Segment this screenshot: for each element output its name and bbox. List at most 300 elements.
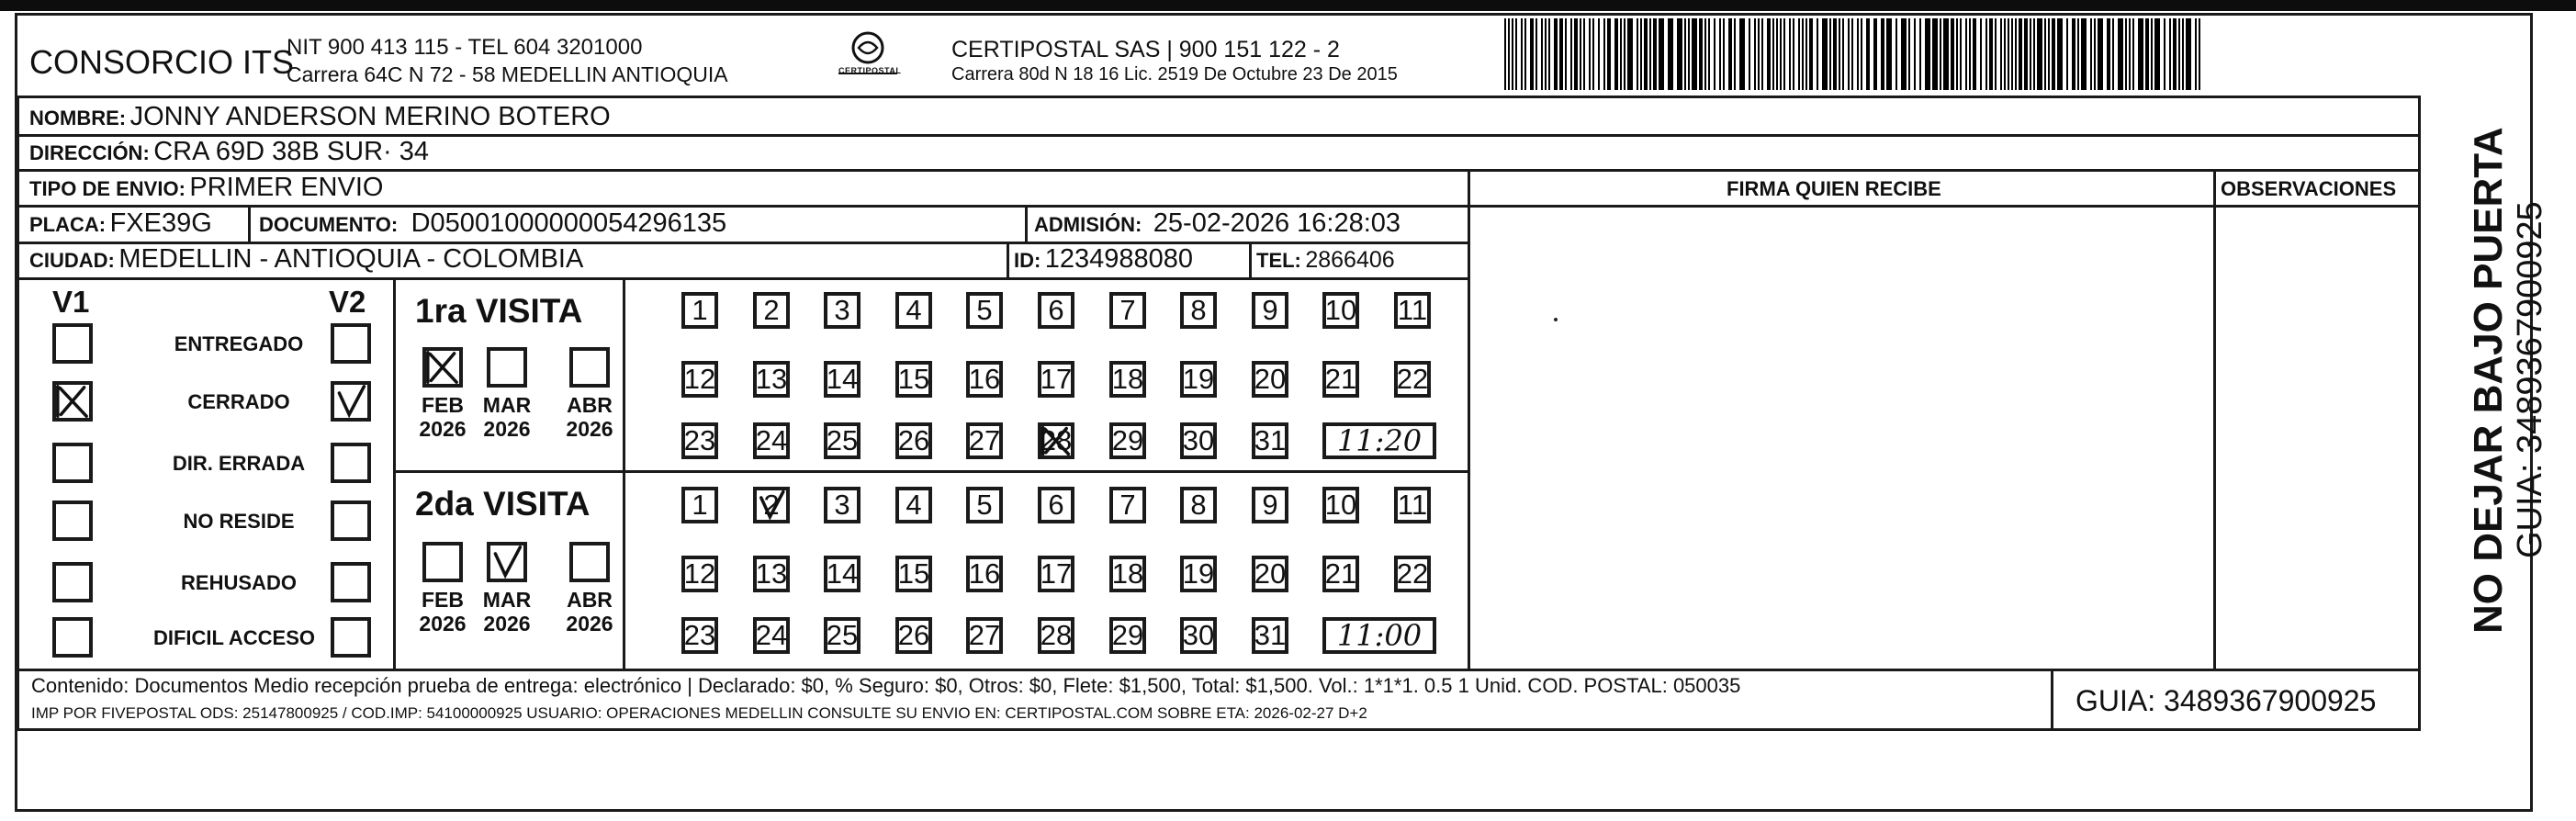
barcode-bar xyxy=(1995,18,1997,90)
id-field xyxy=(1014,246,1193,273)
day-box: 1 xyxy=(681,487,718,523)
year-label: 2026 xyxy=(419,612,467,635)
barcode-bar xyxy=(1545,18,1547,90)
section-divider xyxy=(393,277,396,669)
status-option-label: CERRADO xyxy=(187,390,290,413)
day-box: 12 xyxy=(681,361,718,398)
barcode-bar xyxy=(1524,18,1526,90)
barcode-bar xyxy=(1565,18,1567,90)
day-box: 8 xyxy=(1180,487,1217,523)
barcode-bar xyxy=(1719,18,1721,90)
barcode-bar xyxy=(1817,18,1818,90)
day-box: 14 xyxy=(824,361,861,398)
barcode-bar xyxy=(1866,18,1870,90)
barcode-bar xyxy=(2182,18,2184,90)
day-box: 31 xyxy=(1252,422,1288,459)
v1-label: V1 xyxy=(52,285,90,319)
day-box: 13 xyxy=(753,361,790,398)
barcode-bar xyxy=(1969,18,1971,90)
v2-checkbox xyxy=(331,323,371,364)
day-box: 7 xyxy=(1109,292,1146,329)
footer-line2: IMP POR FIVEPOSTAL ODS: 25147800925 / COD.IMP: 54100000925 USUARIO: OPERACIONES MEDELLIN CONSULTE SU ENVIO EN: CERTIPOSTAL.COM SOBRE ETA: 2026-02-27 D+2 xyxy=(31,704,1367,722)
ciudad-value: MEDELLIN - ANTIOQUIA - COLOMBIA xyxy=(118,244,584,274)
day-box: 16 xyxy=(966,361,1003,398)
barcode-bar xyxy=(1848,18,1850,90)
barcode-bar xyxy=(1901,18,1907,90)
barcode-bar xyxy=(1637,18,1638,90)
barcode-bar xyxy=(1688,18,1690,90)
day-box: 17 xyxy=(1038,361,1074,398)
v2-checkbox xyxy=(331,617,371,658)
barcode-bar xyxy=(2118,18,2123,90)
barcode-bar xyxy=(1548,18,1550,90)
row-line xyxy=(17,205,2421,208)
month-checkbox xyxy=(487,542,527,582)
barcode-bar xyxy=(1574,18,1578,90)
col-line xyxy=(1468,169,1470,669)
tel-label: TEL: xyxy=(1256,249,1301,272)
barcode-bar xyxy=(1541,18,1543,90)
barcode-bar xyxy=(1620,18,1622,90)
barcode-bar xyxy=(1951,18,1954,90)
visit1-title: 1ra VISITA xyxy=(415,292,583,330)
day-box: 4 xyxy=(895,292,932,329)
barcode-bar xyxy=(2000,18,2002,90)
barcode xyxy=(1504,18,2206,90)
barcode-bar xyxy=(2173,18,2177,90)
barcode-bar xyxy=(2145,18,2149,90)
day-box: 17 xyxy=(1038,556,1074,592)
month-label: MAR xyxy=(482,588,532,612)
side-warning: NO DEJAR BAJO PUERTA xyxy=(2466,127,2511,634)
barcode-bar xyxy=(1592,18,1594,90)
day-box: 1 xyxy=(681,292,718,329)
barcode-bar xyxy=(1861,18,1862,90)
admision-field xyxy=(1034,210,1400,237)
barcode-bar xyxy=(1677,18,1682,90)
id-label: ID: xyxy=(1014,249,1041,272)
year-label: 2026 xyxy=(419,417,467,441)
barcode-bar xyxy=(1714,18,1715,90)
id-value: 1234988080 xyxy=(1044,244,1194,274)
barcode-bar xyxy=(2037,18,2042,90)
barcode-bar xyxy=(1989,18,1993,90)
barcode-bar xyxy=(1512,18,1513,90)
section-divider xyxy=(393,470,1468,473)
barcode-bar xyxy=(1653,18,1657,90)
barcode-bar xyxy=(1789,18,1791,90)
v1-checkbox xyxy=(52,500,93,541)
barcode-bar xyxy=(1559,18,1563,90)
day-box: 11 xyxy=(1394,487,1431,523)
year-label: 2026 xyxy=(566,612,613,635)
v2-label: V2 xyxy=(329,285,366,319)
placa-label: PLACA: xyxy=(29,213,107,236)
barcode-bar xyxy=(2186,18,2191,90)
barcode-bar xyxy=(2107,18,2110,90)
v1-checkbox xyxy=(52,443,93,483)
col-line xyxy=(1025,205,1028,242)
day-number: 2 xyxy=(763,489,780,521)
day-box: 18 xyxy=(1109,361,1146,398)
barcode-bar xyxy=(1973,18,1976,90)
day-box: 25 xyxy=(824,617,861,654)
status-option-label: DIR. ERRADA xyxy=(172,452,306,475)
barcode-bar xyxy=(1932,18,1938,90)
barcode-bar xyxy=(1570,18,1572,90)
barcode-bar xyxy=(1659,18,1664,90)
barcode-bar xyxy=(1772,18,1774,90)
day-box: 26 xyxy=(895,617,932,654)
barcode-bar xyxy=(2030,18,2031,90)
barcode-bar xyxy=(2081,18,2087,90)
barcode-bar xyxy=(1554,18,1558,90)
status-option-label: REHUSADO xyxy=(181,571,297,594)
status-option-label: DIFICIL ACCESO xyxy=(152,626,315,649)
firma-header: FIRMA QUIEN RECIBE xyxy=(1727,177,1941,200)
barcode-bar xyxy=(2090,18,2092,90)
x-mark-icon xyxy=(426,351,459,384)
barcode-bar xyxy=(2033,18,2035,90)
day-box: 10 xyxy=(1322,487,1359,523)
barcode-bar xyxy=(1704,18,1706,90)
day-box: 13 xyxy=(753,556,790,592)
barcode-bar xyxy=(1805,18,1807,90)
day-box xyxy=(1038,422,1074,459)
side-guia: GUIA: 3489367900925 xyxy=(2511,201,2549,558)
v1-checkbox xyxy=(52,562,93,602)
barcode-bar xyxy=(1603,18,1605,90)
sender-address: Carrera 64C N 72 - 58 MEDELLIN ANTIOQUIA xyxy=(287,62,728,86)
month-label: FEB xyxy=(422,393,464,417)
day-box: 27 xyxy=(966,617,1003,654)
barcode-bar xyxy=(1692,18,1697,90)
barcode-bar xyxy=(1640,18,1642,90)
day-box: 7 xyxy=(1109,487,1146,523)
barcode-bar xyxy=(2125,18,2127,90)
barcode-bar xyxy=(1980,18,1982,90)
barcode-bar xyxy=(2048,18,2050,90)
barcode-bar xyxy=(1758,18,1760,90)
signature-dot xyxy=(1554,318,1558,321)
barcode-bar xyxy=(1798,18,1800,90)
row-line xyxy=(17,169,2421,172)
day-box: 2 xyxy=(753,292,790,329)
documento-field xyxy=(259,210,726,237)
section-divider xyxy=(623,277,625,669)
handwritten-time: 11:00 xyxy=(1322,617,1436,654)
day-box: 10 xyxy=(1322,292,1359,329)
admision-label: ADMISIÓN: xyxy=(1034,213,1142,236)
barcode-bar xyxy=(1965,18,1967,90)
barcode-bar xyxy=(2178,18,2180,90)
nombre-field xyxy=(29,104,611,130)
day-number: 28 xyxy=(1040,424,1073,456)
barcode-bar xyxy=(2098,18,2103,90)
month-label: FEB xyxy=(422,588,464,612)
month-checkbox xyxy=(569,542,610,582)
barcode-bar xyxy=(2151,18,2153,90)
barcode-bar xyxy=(1699,18,1703,90)
status-option-label: ENTREGADO xyxy=(174,332,304,355)
barcode-bar xyxy=(1943,18,1949,90)
barcode-bar xyxy=(1780,18,1782,90)
barcode-bar xyxy=(1857,18,1859,90)
year-label: 2026 xyxy=(483,417,531,441)
barcode-bar xyxy=(2008,18,2009,90)
day-box: 30 xyxy=(1180,617,1217,654)
day-box: 31 xyxy=(1252,617,1288,654)
barcode-bar xyxy=(2004,18,2006,90)
barcode-bar xyxy=(1521,18,1523,90)
barcode-bar xyxy=(2015,18,2017,90)
barcode-bar xyxy=(1728,18,1732,90)
admision-value: 25-02-2026 16:28:03 xyxy=(1153,208,1401,238)
day-box: 5 xyxy=(966,487,1003,523)
barcode-bar xyxy=(1851,18,1853,90)
barcode-bar xyxy=(2066,18,2068,90)
visit2-title: 2da VISITA xyxy=(415,485,591,523)
day-box: 15 xyxy=(895,361,932,398)
barcode-bar xyxy=(1583,18,1585,90)
month-checkbox xyxy=(422,347,463,388)
tipo-value: PRIMER ENVIO xyxy=(189,173,384,202)
barcode-bar xyxy=(2195,18,2197,90)
barcode-bar xyxy=(1614,18,1618,90)
placa-value: FXE39G xyxy=(109,208,212,238)
col-line xyxy=(1007,242,1009,278)
observaciones-header: OBSERVACIONES xyxy=(2221,177,2397,200)
barcode-bar xyxy=(1580,18,1581,90)
row-line xyxy=(2213,205,2421,208)
barcode-bar xyxy=(1919,18,1921,90)
v2-checkbox xyxy=(331,381,371,422)
day-box: 15 xyxy=(895,556,932,592)
documento-label: DOCUMENTO: xyxy=(259,213,399,236)
carrier-line2: Carrera 80d N 18 16 Lic. 2519 De Octubre 23 De 2015 xyxy=(951,64,1398,84)
v1-checkbox xyxy=(52,381,93,422)
carrier-line1: CERTIPOSTAL SAS | 900 151 122 - 2 xyxy=(951,37,1340,62)
barcode-bar xyxy=(1508,18,1510,90)
day-box: 23 xyxy=(681,617,718,654)
check-mark-icon xyxy=(334,385,367,418)
barcode-bar xyxy=(2057,18,2063,90)
barcode-bar xyxy=(1754,18,1756,90)
footer-line1: Contenido: Documentos Medio recepción prueba de entrega: electrónico | Declarado: $0, % Seguro: $0, Otros: $0, Flete: $1,500, Total: $1,500. Vol.: 1*1*1. 0.5 1 Unid. COD. POSTAL: 050035 xyxy=(31,674,1741,697)
day-box: 14 xyxy=(824,556,861,592)
day-box: 27 xyxy=(966,422,1003,459)
placa-field xyxy=(29,210,212,237)
barcode-bar xyxy=(2199,18,2200,90)
barcode-bar xyxy=(1723,18,1725,90)
barcode-bar xyxy=(1925,18,1930,90)
day-box: 3 xyxy=(824,487,861,523)
barcode-bar xyxy=(2044,18,2046,90)
sender-name: CONSORCIO ITS xyxy=(29,43,295,81)
barcode-bar xyxy=(1956,18,1958,90)
month-checkbox xyxy=(422,542,463,582)
day-box: 22 xyxy=(1394,556,1431,592)
month-label: MAR xyxy=(482,393,532,417)
check-mark-icon xyxy=(490,545,523,579)
month-checkbox xyxy=(487,347,527,388)
barcode-bar xyxy=(1842,18,1844,90)
barcode-bar xyxy=(2129,18,2131,90)
barcode-bar xyxy=(1908,18,1910,90)
barcode-bar xyxy=(1598,18,1600,90)
day-box: 25 xyxy=(824,422,861,459)
barcode-bar xyxy=(1839,18,1840,90)
barcode-bar xyxy=(1627,18,1633,90)
barcode-bar xyxy=(2169,18,2171,90)
month-checkbox xyxy=(569,347,610,388)
day-box: 19 xyxy=(1180,361,1217,398)
barcode-bar xyxy=(2024,18,2028,90)
barcode-bar xyxy=(2138,18,2143,90)
col-line xyxy=(2213,169,2216,669)
day-box: 18 xyxy=(1109,556,1146,592)
nombre-label: NOMBRE: xyxy=(29,107,127,129)
footer-guia: GUIA: 3489367900925 xyxy=(2075,684,2377,717)
barcode-bar xyxy=(1783,18,1785,90)
barcode-bar xyxy=(1960,18,1962,90)
v1-checkbox xyxy=(52,617,93,658)
day-box: 29 xyxy=(1109,422,1146,459)
barcode-bar xyxy=(1504,18,1506,90)
certipostal-logo xyxy=(831,29,905,88)
direccion-field xyxy=(29,139,429,165)
day-box: 26 xyxy=(895,422,932,459)
day-box: 20 xyxy=(1252,556,1288,592)
day-box: 3 xyxy=(824,292,861,329)
barcode-bar xyxy=(2132,18,2134,90)
x-mark-icon xyxy=(56,385,89,418)
barcode-bar xyxy=(1749,18,1750,90)
v2-checkbox xyxy=(331,500,371,541)
ciudad-field xyxy=(29,246,583,273)
barcode-bar xyxy=(1940,18,1941,90)
day-box: 24 xyxy=(753,617,790,654)
barcode-bar xyxy=(1515,18,1517,90)
barcode-bar xyxy=(1833,18,1837,90)
day-box: 11 xyxy=(1394,292,1431,329)
col-line xyxy=(2051,669,2053,729)
barcode-bar xyxy=(2077,18,2079,90)
day-box: 23 xyxy=(681,422,718,459)
month-label: ABR xyxy=(567,393,613,417)
barcode-bar xyxy=(2072,18,2075,90)
day-box: 19 xyxy=(1180,556,1217,592)
barcode-bar xyxy=(1644,18,1648,90)
barcode-bar xyxy=(1668,18,1673,90)
barcode-bar xyxy=(1886,18,1892,90)
barcode-bar xyxy=(1530,18,1534,90)
day-box: 5 xyxy=(966,292,1003,329)
day-box: 22 xyxy=(1394,361,1431,398)
barcode-bar xyxy=(1535,18,1537,90)
logo-text: CERTIPOSTAL xyxy=(838,66,902,75)
col-line xyxy=(1249,242,1252,278)
day-box: 12 xyxy=(681,556,718,592)
barcode-bar xyxy=(1776,18,1778,90)
barcode-bar xyxy=(1829,18,1831,90)
day-box: 6 xyxy=(1038,292,1074,329)
month-label: ABR xyxy=(567,588,613,612)
day-box: 28 xyxy=(1038,617,1074,654)
barcode-bar xyxy=(2019,18,2022,90)
barcode-bar xyxy=(1708,18,1710,90)
day-box: 4 xyxy=(895,487,932,523)
barcode-bar xyxy=(1607,18,1611,90)
top-edge-line xyxy=(0,0,2576,11)
day-box: 9 xyxy=(1252,292,1288,329)
day-box: 6 xyxy=(1038,487,1074,523)
nombre-value: JONNY ANDERSON MERINO BOTERO xyxy=(129,102,611,131)
day-box xyxy=(753,487,790,523)
barcode-bar xyxy=(2112,18,2114,90)
barcode-bar xyxy=(1684,18,1686,90)
barcode-bar xyxy=(1914,18,1916,90)
year-label: 2026 xyxy=(483,612,531,635)
barcode-bar xyxy=(1793,18,1794,90)
barcode-bar xyxy=(1895,18,1897,90)
v2-checkbox xyxy=(331,443,371,483)
barcode-bar xyxy=(1985,18,1987,90)
handwritten-time: 11:20 xyxy=(1322,422,1436,459)
col-line xyxy=(248,205,251,242)
documento-value: D05001000000054296135 xyxy=(411,208,727,238)
barcode-bar xyxy=(1649,18,1651,90)
barcode-bar xyxy=(1739,18,1745,90)
v1-checkbox xyxy=(52,323,93,364)
year-label: 2026 xyxy=(566,417,613,441)
tipo-label: TIPO DE ENVIO: xyxy=(29,177,186,200)
day-box: 16 xyxy=(966,556,1003,592)
day-box: 8 xyxy=(1180,292,1217,329)
barcode-bar xyxy=(1761,18,1763,90)
barcode-bar xyxy=(1873,18,1877,90)
barcode-bar xyxy=(1802,18,1804,90)
barcode-bar xyxy=(2094,18,2096,90)
barcode-bar xyxy=(1589,18,1591,90)
direccion-label: DIRECCIÓN: xyxy=(29,141,150,164)
barcode-bar xyxy=(2154,18,2160,90)
day-box: 9 xyxy=(1252,487,1288,523)
barcode-bar xyxy=(2052,18,2055,90)
barcode-bar xyxy=(1734,18,1736,90)
tel-field xyxy=(1256,249,1395,272)
ciudad-label: CIUDAD: xyxy=(29,249,115,272)
day-box: 21 xyxy=(1322,556,1359,592)
day-box: 30 xyxy=(1180,422,1217,459)
status-option-label: NO RESIDE xyxy=(183,510,295,533)
barcode-bar xyxy=(1624,18,1625,90)
row-line xyxy=(17,669,2421,671)
day-box: 29 xyxy=(1109,617,1146,654)
barcode-bar xyxy=(2164,18,2165,90)
tel-value: 2866406 xyxy=(1305,247,1395,273)
barcode-bar xyxy=(1767,18,1771,90)
day-box: 20 xyxy=(1252,361,1288,398)
barcode-bar xyxy=(1809,18,1813,90)
tipo-envio-field xyxy=(29,174,383,201)
sender-nit-tel: NIT 900 413 115 - TEL 604 3201000 xyxy=(287,35,643,60)
v2-checkbox xyxy=(331,562,371,602)
day-box: 21 xyxy=(1322,361,1359,398)
barcode-bar xyxy=(1822,18,1828,90)
barcode-bar xyxy=(2011,18,2013,90)
barcode-bar xyxy=(1881,18,1884,90)
